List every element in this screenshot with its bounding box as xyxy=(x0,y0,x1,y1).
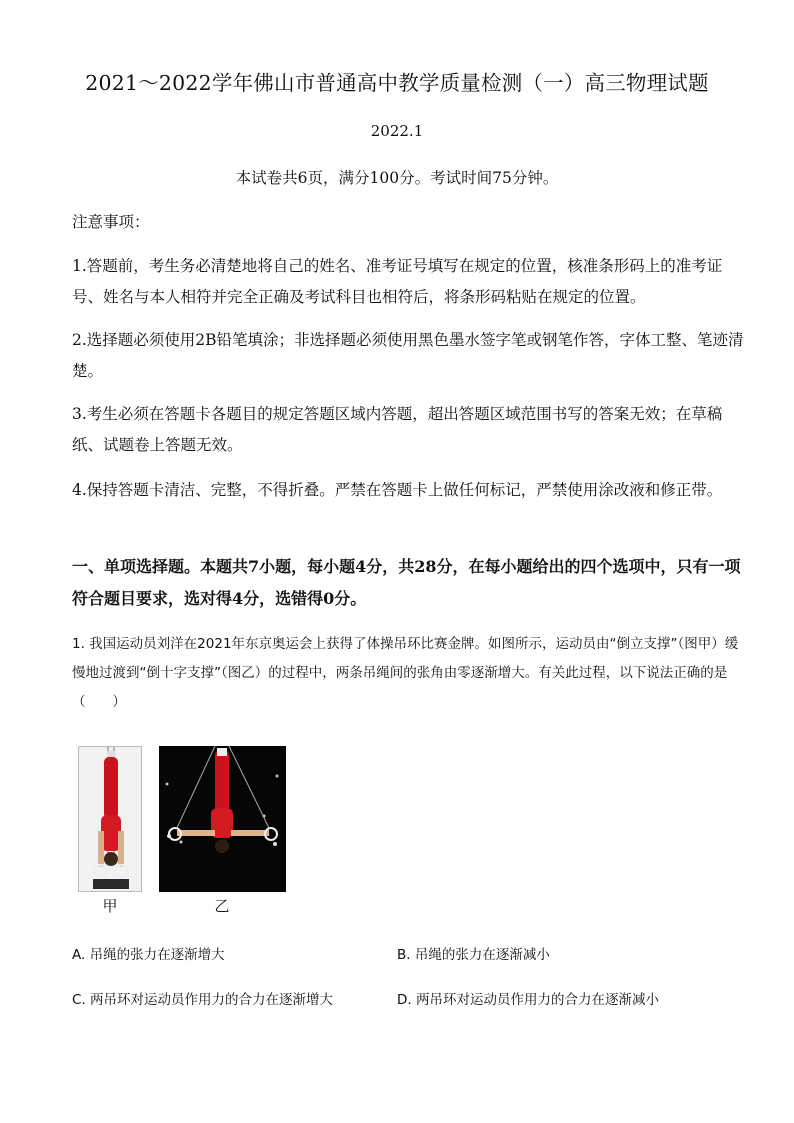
exam-info: 本试卷共6页，满分100分。考试时间75分钟。 xyxy=(235,169,559,187)
gymnast-inverted-support-image xyxy=(79,747,141,891)
notice-item-1: 1.答题前，考生务必清楚地将自己的姓名、准考证号填写在规定的位置，核准条形码上的准考证号、姓名与本人相符并完全正确及考试科目也相符后，将条形码粘贴在规定的位置。 xyxy=(72,257,723,306)
exam-date: 2022.1 xyxy=(370,122,424,140)
notice-item-4: 4.保持答题卡清洁、完整，不得折叠。严禁在答题卡上做任何标记，严禁使用涂改液和修正带。 xyxy=(72,481,723,499)
option-d: D. 两吊环对运动员作用力的合力在逐渐减小 xyxy=(397,992,659,1008)
figure-b-photo xyxy=(159,746,286,892)
section-heading: 一、单项选择题。本题共7小题，每小题4分，共28分，在每小题给出的四个选项中，只有一项符合题目要求，选对得4分，选错得0分。 xyxy=(72,557,741,608)
notice-item-2: 2.选择题必须使用2B铅笔填涂；非选择题必须使用黑色墨水签字笔或钢笔作答，字体工整、笔迹清楚。 xyxy=(72,331,744,380)
option-a: A. 吊绳的张力在逐渐增大 xyxy=(72,947,225,963)
figure-a-photo xyxy=(78,746,142,892)
notice-heading: 注意事项： xyxy=(72,213,150,231)
gymnast-inverted-cross-image xyxy=(159,746,286,892)
option-b: B. 吊绳的张力在逐渐减小 xyxy=(397,947,550,963)
exam-title: 2021～2022学年佛山市普通高中教学质量检测（一）高三物理试题 xyxy=(85,71,709,95)
figure-b-caption: 乙 xyxy=(214,897,230,915)
notice-item-3: 3.考生必须在答题卡各题目的规定答题区域内答题，超出答题区域范围书写的答案无效；在草稿纸、试题卷上答题无效。 xyxy=(72,405,723,454)
figure-a-caption: 甲 xyxy=(102,897,118,915)
question-1-stem: 1. 我国运动员刘洋在2021年东京奥运会上获得了体操吊环比赛金牌。如图所示，运动员由“倒立支撑”（图甲）缓慢地过渡到“倒十字支撑”（图乙）的过程中，两条吊绳间的张角由零逐渐增大。有关此过程，以下说法正确的是（ ） xyxy=(72,636,739,710)
option-c: C. 两吊环对运动员作用力的合力在逐渐增大 xyxy=(72,992,334,1008)
